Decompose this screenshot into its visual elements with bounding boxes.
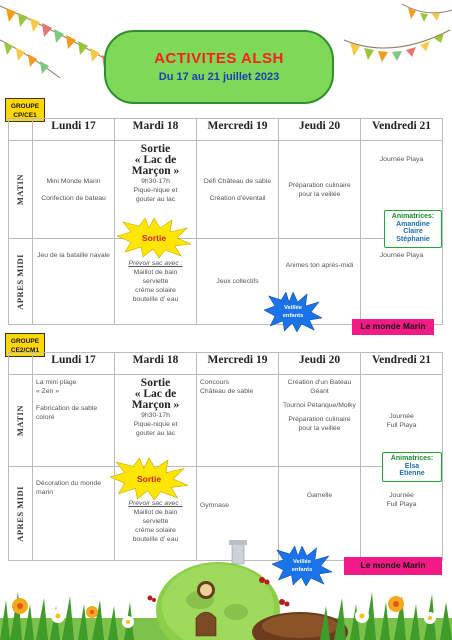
activity-text: Création d'éventail: [209, 194, 266, 202]
day-header-jeudi: Jeudi 20: [279, 119, 361, 141]
table-row-morning: [9, 141, 443, 239]
animatrices-header: Animatrices:: [391, 213, 435, 220]
bring-item: Maillot de bain: [133, 509, 178, 516]
animatrice-name: Stéphanie: [396, 235, 430, 243]
activity-text: Gamelle: [306, 492, 333, 499]
table-row-morning: [9, 375, 443, 467]
activity-text: Château de sable: [200, 388, 254, 395]
schedule-table-ce2-cm1: [8, 352, 443, 561]
outing-detail: Pique-nique et: [133, 421, 178, 428]
garden-illustration: [0, 540, 452, 640]
activity-text: Confection de bateau: [41, 194, 106, 202]
outing-hours: 9h30-17h: [141, 412, 170, 419]
page-title: ACTIVITES ALSH: [154, 50, 284, 67]
day-header-mercredi: Mercredi 19: [197, 119, 279, 141]
animatrices-box-2: [382, 452, 442, 482]
bring-item: bouteille d' eau: [132, 296, 179, 303]
outing-title: Marçon »: [131, 399, 180, 411]
activity-text: Concours: [200, 379, 230, 386]
period-label-morning: MATIN: [15, 173, 25, 206]
bring-item: bouteille d' eau: [132, 536, 179, 543]
period-label-morning: MATIN: [15, 404, 25, 437]
day-header-mercredi: Mercredi 19: [197, 353, 279, 375]
activity-text: Full Playa: [386, 501, 417, 508]
header-corner: [9, 353, 33, 375]
activity-text: Mini Monde Marin: [46, 177, 101, 185]
bring-list-header: Prévoir sac avec :: [128, 500, 183, 507]
cell-jeudi-morning: [279, 141, 361, 239]
day-header-mardi: Mardi 18: [115, 119, 197, 141]
animatrice-name: Etienne: [399, 470, 425, 477]
day-header-vendredi: Vendredi 21: [361, 353, 443, 375]
cell-jeudi-morning: [279, 375, 361, 467]
activity-text: Création d'un Bateau Géant: [287, 379, 352, 395]
bring-item: Maillot de bain: [133, 269, 178, 276]
activity-text: Tournoi Pétanque/Molky: [283, 402, 356, 409]
sortie-burst-1: [117, 218, 191, 258]
outing-title: Sortie: [140, 377, 171, 389]
sortie-burst-label: Sortie: [141, 233, 167, 243]
activity-text: Préparation culinaire pour la veillée: [288, 416, 351, 432]
bring-item: crème solaire: [135, 287, 176, 294]
bring-item: serviette: [142, 518, 169, 525]
header-corner: [9, 119, 33, 141]
period-cell-morning: [9, 141, 33, 239]
sortie-burst-label: Sortie: [136, 474, 162, 484]
veillee-burst-label: Veillée enfants: [291, 559, 313, 573]
group-tag-line2: CE2/CM1: [10, 347, 40, 354]
outing-detail: gouter au lac: [135, 196, 176, 203]
veillee-burst-label: Veillée enfants: [282, 305, 304, 319]
animatrices-header: Animatrices:: [390, 455, 434, 462]
activity-text: Jeux collectifs: [216, 278, 259, 285]
day-header-mardi: Mardi 18: [115, 353, 197, 375]
outing-title: Marçon »: [131, 165, 180, 177]
theme-banner-2: Le monde Marin: [344, 557, 442, 575]
period-cell-afternoon: [9, 239, 33, 325]
cell-mardi-morning: [115, 375, 197, 467]
activity-text: La mini plage: [36, 379, 77, 386]
schedule-table-cp-ce1: [8, 118, 443, 325]
activity-text: Préparation culinaire pour la veillée: [288, 181, 351, 198]
cell-mercredi-morning: [197, 375, 279, 467]
activity-text: Animes ton après-midi: [285, 262, 354, 269]
table-row-afternoon: [9, 239, 443, 325]
animatrice-name: Claire: [403, 228, 423, 235]
activity-text: Gymnase: [200, 502, 230, 509]
bring-item: serviette: [142, 278, 169, 285]
activity-text: Fabrication de sable coloré: [36, 405, 98, 421]
cell-lundi-afternoon: [33, 239, 115, 325]
activity-text: Journée Playa: [379, 252, 424, 259]
bring-list-header: Prévoir sac avec :: [128, 260, 183, 267]
activity-text: « Zen »: [36, 388, 60, 395]
period-label-afternoon: APRES MIDI: [15, 253, 25, 310]
activity-text: Décoration du monde marin: [36, 480, 101, 496]
bring-item: crème solaire: [135, 527, 176, 534]
sortie-burst-2: [110, 458, 188, 500]
outing-title: « Lac de: [134, 388, 177, 400]
outing-title: Sortie: [140, 143, 171, 155]
bunting-left-decoration: [0, 0, 120, 90]
activity-text: Journée: [389, 412, 414, 420]
title-banner: [104, 30, 334, 104]
outing-detail: Pique-nique et: [133, 187, 178, 194]
animatrice-name: Elsa: [404, 462, 420, 470]
table-header-row: [9, 119, 443, 141]
page-dates: Du 17 au 21 juillet 2023: [158, 71, 280, 83]
day-header-lundi: Lundi 17: [33, 353, 115, 375]
cell-lundi-morning: [33, 375, 115, 467]
activity-text: Jeu de la bataille navale: [37, 252, 110, 259]
group-tag-line1: GROUPE: [10, 103, 40, 110]
period-label-afternoon: APRES MIDI: [15, 485, 25, 542]
table-header-row: [9, 353, 443, 375]
activity-text: Full Playa: [386, 421, 417, 429]
day-header-vendredi: Vendredi 21: [361, 119, 443, 141]
activity-text: Journée: [389, 492, 414, 499]
cell-lundi-morning: [33, 141, 115, 239]
day-header-lundi: Lundi 17: [33, 119, 115, 141]
theme-banner-1: Le monde Marin: [352, 319, 434, 335]
animatrices-box-1: [384, 210, 442, 248]
cell-vendredi-afternoon: [361, 239, 443, 325]
bunting-right-decoration: [342, 0, 452, 90]
outing-title: « Lac de: [134, 154, 177, 166]
outing-detail: gouter au lac: [135, 430, 176, 437]
veillee-burst-1: [264, 292, 322, 332]
period-cell-morning: [9, 375, 33, 467]
group-tag-line2: CP/CE1: [13, 112, 37, 119]
outing-hours: 9h30-17h: [141, 178, 170, 185]
activity-text: Journée Playa: [379, 156, 424, 163]
activity-text: Défi Château de sable: [203, 177, 272, 185]
day-header-jeudi: Jeudi 20: [279, 353, 361, 375]
group-tag-line1: GROUPE: [10, 338, 40, 345]
animatrice-name: Amandine: [396, 220, 430, 228]
cell-mercredi-morning: [197, 141, 279, 239]
